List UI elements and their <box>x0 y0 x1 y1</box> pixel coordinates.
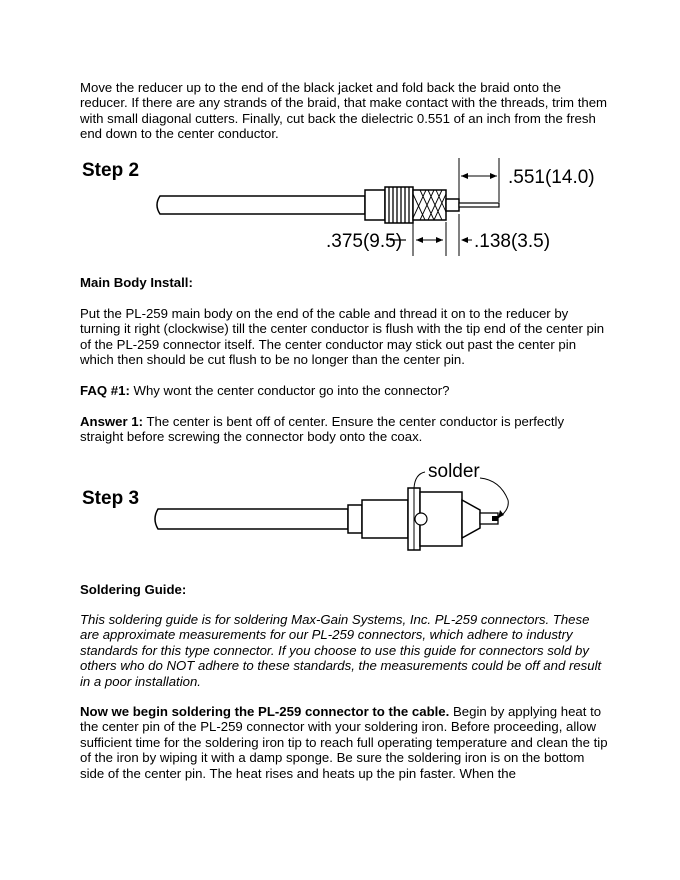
main-body-paragraph: Put the PL-259 main body on the end of the cable and thread it on to the reducer by turning it right (clockwise) till the center conductor is flush with the tip end of the center pin of the PL-259 connector itself. The center conductor may stick out past the center pin which then should be cut flush to be no longer than the center pin. <box>80 306 605 368</box>
faq-label: FAQ #1: <box>80 383 130 398</box>
soldering-paragraph <box>80 704 610 781</box>
soldering-intro: This soldering guide is for soldering Max-Gain Systems, Inc. PL-259 connectors. These are approximate measurements for our PL-259 connectors, which adhere to industry standards for this type connector. If you choose to use this guide for connectors sold by others who do NOT adhere to these standards, the measurements could be off and result in a poor installation. <box>80 612 602 689</box>
step2-figure <box>80 152 600 260</box>
center-conductor <box>459 203 499 207</box>
answer-label: Answer 1: <box>80 414 144 429</box>
cable-jacket <box>157 196 365 214</box>
answer-text: The center is bent off of center. Ensure the center conductor is perfectly straight before screwing the connector body onto the coax. <box>80 414 565 445</box>
soldering-heading: Soldering Guide: <box>80 582 187 597</box>
solder-callout: solder <box>428 461 480 482</box>
reducer-step3 <box>348 505 362 533</box>
faq-question: Why wont the center conductor go into the connector? <box>129 383 450 398</box>
solder-hole <box>415 513 427 525</box>
step2-label: Step 2 <box>82 160 140 181</box>
soldering-bold-lead: Now we begin soldering the PL-259 connector to the cable. <box>80 704 450 719</box>
dielectric <box>446 199 459 211</box>
intro-paragraph: Move the reducer up to the end of the black jacket and fold back the braid onto the reducer. If there are any strands of the braid, that make contact with the threads, trim them with small diagonal cutters. Finally, cut back the dielectric 0.551 of an inch from the fresh end down to the center conductor. <box>80 80 608 142</box>
step3-figure <box>80 460 510 562</box>
reducer <box>365 190 385 220</box>
step3-label: Step 3 <box>82 488 140 509</box>
answer-paragraph <box>80 414 610 445</box>
faq-paragraph <box>80 383 610 398</box>
connector-tip <box>462 500 480 538</box>
dim-braid: .138(3.5) <box>474 231 551 252</box>
main-body-heading: Main Body Install: <box>80 275 193 290</box>
soldering-text: Begin by applying heat to the center pin of the PL-259 connector with your soldering iron. Before proceeding, allow sufficient time for the soldering iron tip to reach full operating temperature and clean the tip of the iron by wiping it with a damp sponge. Be sure the soldering iron is on the bottom side of the center pin. The heat rises and heats up the pin faster. When the <box>80 704 608 781</box>
cable-jacket-step3 <box>155 509 348 529</box>
dim-dielectric: .551(14.0) <box>508 167 595 188</box>
dim-reducer: .375(9.5) <box>326 231 403 252</box>
